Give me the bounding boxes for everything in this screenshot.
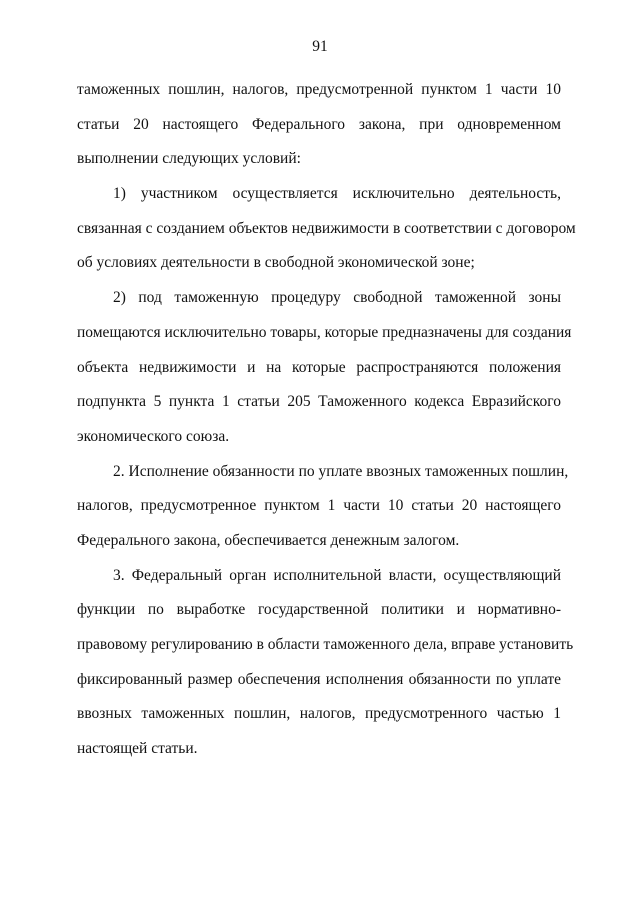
- document-body: [77, 73, 576, 767]
- text-line: объекта недвижимости и на которые распространяются положения: [77, 358, 561, 376]
- text-line: 3. Федеральный орган исполнительной власти, осуществляющий: [113, 566, 561, 584]
- text-line: правовому регулированию в области таможенного дела, вправе установить: [77, 636, 574, 653]
- paragraph: [77, 73, 561, 177]
- text-line: функции по выработке государственной политики и нормативно-: [77, 601, 561, 619]
- text-line: выполнении следующих условий:: [77, 150, 301, 168]
- paragraph: [77, 559, 574, 767]
- text-line: ввозных таможенных пошлин, налогов, предусмотренного частью 1: [77, 705, 561, 723]
- text-line: таможенных пошлин, налогов, предусмотренной пунктом 1 части 10: [77, 81, 561, 98]
- paragraph: [77, 177, 576, 281]
- page-number: 91: [312, 38, 328, 55]
- text-line: настоящей статьи.: [77, 740, 198, 758]
- paragraph: [77, 455, 569, 559]
- paragraph: [77, 281, 572, 454]
- text-line: фиксированный размер обеспечения исполнения обязанности по уплате: [77, 670, 561, 688]
- text-line: подпункта 5 пункта 1 статьи 205 Таможенного кодекса Евразийского: [77, 393, 561, 411]
- text-line: помещаются исключительно товары, которые предназначены для создания: [77, 323, 572, 341]
- text-line: об условиях деятельности в свободной экономической зоне;: [77, 254, 475, 272]
- text-line: Федерального закона, обеспечивается денежным залогом.: [77, 531, 460, 549]
- text-line: связанная с созданием объектов недвижимости в соответствии с договором: [77, 219, 576, 237]
- text-line: статьи 20 настоящего Федерального закона, при одновременном: [77, 115, 561, 133]
- text-line: налогов, предусмотренное пунктом 1 части 10 статьи 20 настоящего: [77, 497, 561, 515]
- text-line: 1) участником осуществляется исключительно деятельность,: [113, 185, 561, 203]
- text-line: 2. Исполнение обязанности по уплате ввозных таможенных пошлин,: [113, 462, 569, 480]
- text-line: экономического союза.: [77, 427, 230, 445]
- text-line: 2) под таможенную процедуру свободной таможенной зоны: [113, 289, 561, 307]
